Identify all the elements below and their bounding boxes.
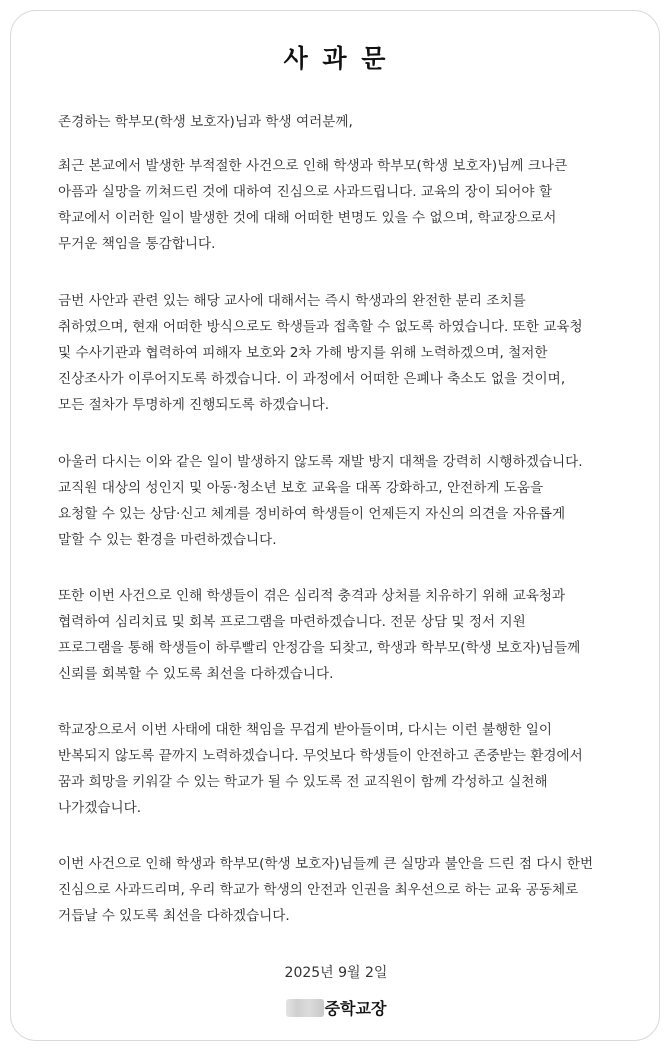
paragraph-line: 또한 이번 사건으로 인해 학생들이 겪은 심리적 충격과 상처를 치유하기 위해 교육청과 bbox=[58, 588, 566, 604]
paragraph-line: 프로그램을 통해 학생들이 하루빨리 안정감을 되찾고, 학생과 학부모(학생 보호자)님들께 bbox=[58, 640, 581, 656]
paragraph-3 bbox=[58, 449, 583, 553]
paragraph-line: 및 수사기관과 협력하여 피해자 보호와 2차 가해 방지를 위해 노력하겠으며, 철저한 bbox=[58, 345, 548, 361]
paragraph-5 bbox=[58, 717, 583, 821]
paragraph-line: 금번 사안과 관련 있는 해당 교사에 대해서는 즉시 학생과의 완전한 분리 조치를 bbox=[58, 293, 526, 309]
paragraph-line: 아픔과 실망을 끼쳐드린 것에 대하여 진심으로 사과드립니다. 교육의 장이 되어야 할 bbox=[58, 184, 553, 200]
redacted-school-name bbox=[286, 999, 324, 1017]
paragraph-line: 진심으로 사과드리며, 우리 학교가 학생의 안전과 인권을 최우선으로 하는 교육 공동체로 bbox=[58, 882, 579, 898]
signature-line bbox=[11, 996, 661, 1019]
paragraph-line: 요청할 수 있는 상담·신고 체계를 정비하여 학생들이 언제든지 자신의 의견을 자유롭게 bbox=[58, 506, 566, 522]
paragraph-6 bbox=[58, 851, 593, 929]
signature: 중학교장 bbox=[324, 999, 387, 1018]
paragraph-line: 최근 본교에서 발생한 부적절한 사건으로 인해 학생과 학부모(학생 보호자)님께 크나큰 bbox=[58, 158, 568, 174]
paragraph-line: 학교에서 이러한 일이 발생한 것에 대해 어떠한 변명도 있을 수 없으며, 학교장으로서 bbox=[58, 210, 557, 226]
salutation: 존경하는 학부모(학생 보호자)님과 학생 여러분께, bbox=[58, 114, 353, 130]
letter-card bbox=[10, 10, 660, 1041]
paragraph-4 bbox=[58, 583, 580, 687]
paragraph-line: 진상조사가 이루어지도록 하겠습니다. 이 과정에서 어떠한 은폐나 축소도 없을 것이며, bbox=[58, 371, 566, 387]
letter-date: 2025년 9월 2일 bbox=[284, 965, 388, 981]
paragraph-line: 교직원 대상의 성인지 및 아동·청소년 보호 교육을 대폭 강화하고, 안전하게 도움을 bbox=[58, 480, 544, 496]
paragraph-line: 신뢰를 회복할 수 있도록 최선을 다하겠습니다. bbox=[58, 666, 334, 682]
paragraph-line: 반복되지 않도록 끝까지 노력하겠습니다. 무엇보다 학생들이 안전하고 존중받는 환경에서 bbox=[58, 748, 583, 764]
paragraph-line: 아울러 다시는 이와 같은 일이 발생하지 않도록 재발 방지 대책을 강력히 시행하겠습니다. bbox=[58, 454, 583, 470]
paragraph-line: 거듭날 수 있도록 최선을 다하겠습니다. bbox=[58, 908, 290, 924]
paragraph-2 bbox=[58, 288, 583, 418]
paragraph-line: 무거운 책임을 통감합니다. bbox=[58, 236, 216, 252]
paragraph-line: 이번 사건으로 인해 학생과 학부모(학생 보호자)님들께 큰 실망과 불안을 드린 점 다시 한번 bbox=[58, 856, 594, 872]
paragraph-line: 취하였으며, 현재 어떠한 방식으로도 학생들과 접촉할 수 없도록 하였습니다. 또한 교육청 bbox=[58, 319, 583, 335]
paragraph-line: 말할 수 있는 환경을 마련하겠습니다. bbox=[58, 532, 277, 548]
paragraph-line: 나가겠습니다. bbox=[58, 800, 142, 816]
paragraph-line: 협력하여 심리치료 및 회복 프로그램을 마련하겠습니다. 전문 상담 및 정서 지원 bbox=[58, 614, 526, 630]
letter-title: 사 과 문 bbox=[283, 44, 389, 73]
paragraph-line: 학교장으로서 이번 사태에 대한 책임을 무겁게 받아들이며, 다시는 이런 불행한 일이 bbox=[58, 722, 553, 738]
paragraph-1 bbox=[58, 153, 567, 257]
paragraph-line: 모든 절차가 투명하게 진행되도록 하겠습니다. bbox=[58, 397, 330, 413]
paragraph-line: 꿈과 희망을 키워갈 수 있는 학교가 될 수 있도록 전 교직원이 함께 각성하고 실천해 bbox=[58, 774, 548, 790]
